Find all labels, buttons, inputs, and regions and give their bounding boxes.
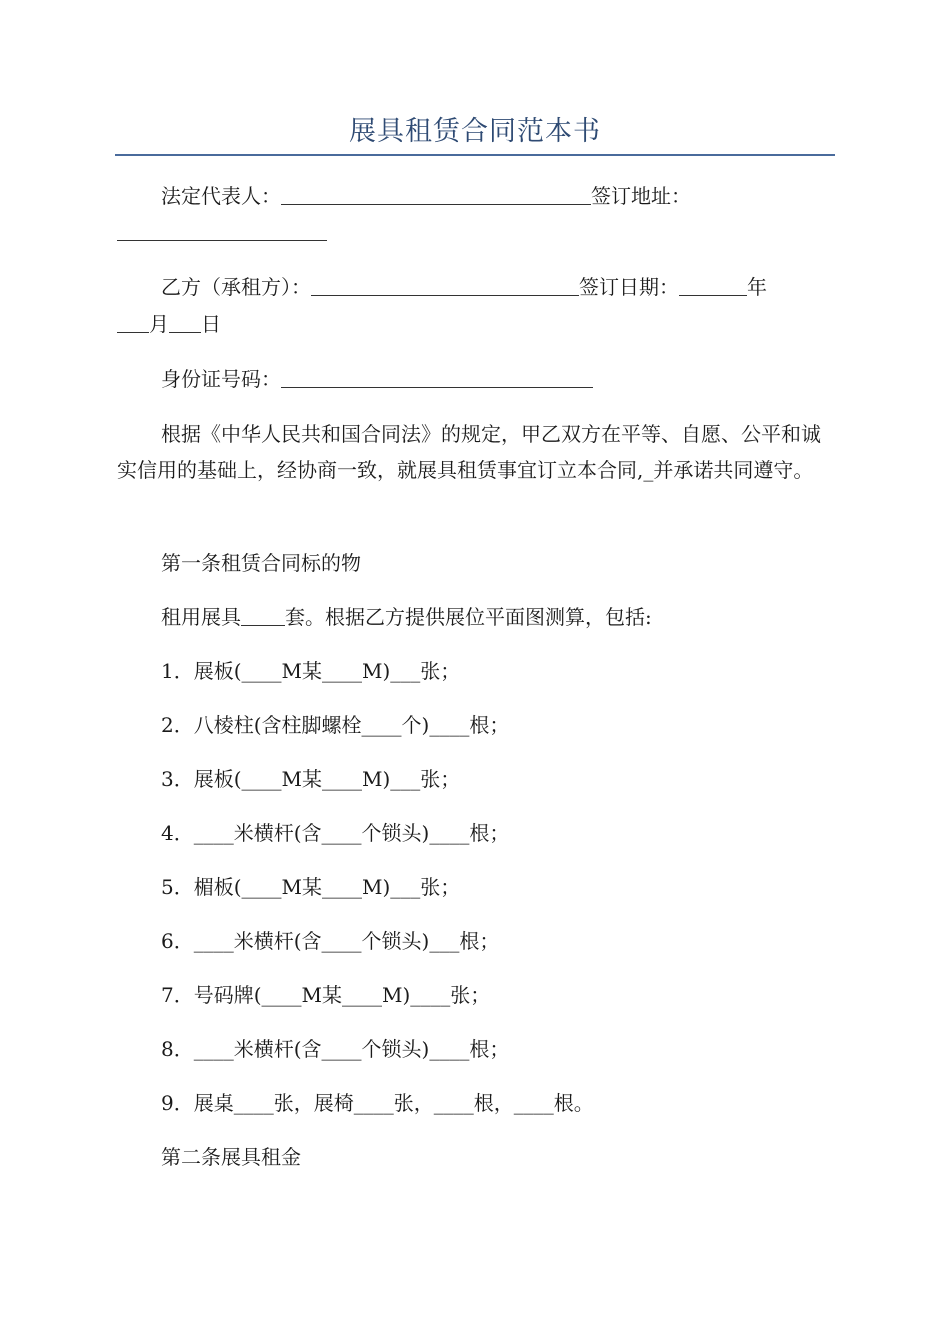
list-item-text: 4．____米横杆(含____个锁头)____根； xyxy=(161,821,510,845)
list-item xyxy=(117,707,833,743)
legal-rep-label: 法定代表人： xyxy=(161,184,281,208)
rent-intro-a: 租用展具 xyxy=(161,605,241,629)
date-line xyxy=(117,306,833,342)
list-item xyxy=(117,923,833,959)
list-item xyxy=(117,761,833,797)
day-blank xyxy=(169,310,201,333)
list-item-text: 9．展桌____张，展椅____张，____根，____根。 xyxy=(161,1091,594,1115)
month-blank xyxy=(117,310,149,333)
party-b-blank xyxy=(311,273,579,296)
rent-intro-line xyxy=(117,599,833,635)
day-label: 日 xyxy=(201,312,221,336)
list-item xyxy=(117,977,833,1013)
list-item-text: 6．____米横杆(含____个锁头)___根； xyxy=(161,929,500,953)
sign-address-label: 签订地址： xyxy=(591,184,691,208)
article1-heading-text: 第一条租赁合同标的物 xyxy=(161,551,361,575)
list-item xyxy=(117,869,833,905)
list-item-text: 3．展板(____M某____M)___张； xyxy=(161,767,461,791)
article1-heading xyxy=(117,545,833,581)
list-item-text: 5．楣板(____M某____M)___张； xyxy=(161,875,461,899)
list-item xyxy=(117,1085,833,1121)
sign-date-label: 签订日期： xyxy=(579,275,679,299)
id-number-label: 身份证号码： xyxy=(161,367,281,391)
list-item-text: 8．____米横杆(含____个锁头)____根； xyxy=(161,1037,510,1061)
list-item xyxy=(117,815,833,851)
legal-rep-line xyxy=(117,178,833,214)
year-blank xyxy=(679,273,747,296)
party-b-label: 乙方（承租方）： xyxy=(161,275,311,299)
article2-heading-text: 第二条展具租金 xyxy=(161,1145,301,1169)
id-number-line xyxy=(117,361,833,397)
legal-rep-blank xyxy=(281,182,591,205)
id-number-blank xyxy=(281,365,593,388)
list-item-text: 1．展板(____M某____M)___张； xyxy=(161,659,461,683)
set-count-blank xyxy=(241,603,285,626)
rent-intro-b: 套。根据乙方提供展位平面图测算，包括: xyxy=(285,605,652,629)
list-item-text: 2．八棱柱(含柱脚螺栓____个)____根； xyxy=(161,713,510,737)
title-underline xyxy=(115,154,835,156)
document-title: 展具租赁合同范本书 xyxy=(349,116,601,147)
list-item xyxy=(117,1031,833,1067)
year-label: 年 xyxy=(747,275,767,299)
month-label: 月 xyxy=(149,312,169,336)
list-item-text: 7．号码牌(____M某____M)____张； xyxy=(161,983,491,1007)
party-b-line xyxy=(117,269,833,305)
preamble-paragraph: 根据《中华人民共和国合同法》的规定，甲乙双方在平等、自愿、公平和诚实信用的基础上，经协商一致，就展具租赁事宜订立本合同,_并承诺共同遵守。 xyxy=(117,422,821,482)
list-item xyxy=(117,653,833,689)
sign-address-blank xyxy=(117,240,327,241)
article2-heading xyxy=(117,1139,833,1175)
